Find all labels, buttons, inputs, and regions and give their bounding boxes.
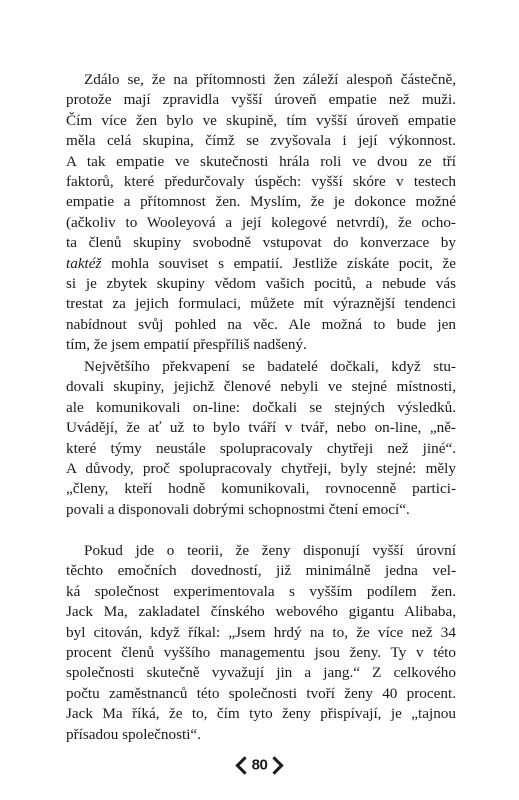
chevron-right-icon [266, 756, 284, 774]
line-remainder: mohla souviset s empatií. Jestliže získáte pocit, že [101, 254, 456, 272]
paragraph-line: Zdálo se, že na přítomnosti žen záleží alespoň částečně, [84, 71, 456, 88]
paragraph-line-with-italic [66, 254, 456, 274]
paragraph-line: empatie a přítomnost žen. Myslím, že je dokonce možné [66, 193, 456, 211]
paragraph-line: nabídnout svůj pohled na věc. Ale možná to bude jen [66, 315, 456, 333]
paragraph-line: povali a disponovali dobrými schopnostmi čtení emocí“. [66, 500, 410, 518]
paragraph-line: procent členů vyššího managementu jsou ženy. Ty v této [66, 644, 456, 662]
paragraph-line: ale komunikovali on-line: dočkali se stejných výsledků. [66, 398, 456, 416]
paragraph-line: A důvody, proč spolupracovaly chytřeji, byly stejné: měly [66, 460, 456, 478]
paragraph-line: měla celá skupina, čímž se zvyšovala i její výkonnost. [66, 132, 456, 150]
paragraph-line: Největšího překvapení se badatelé dočkali, když stu- [84, 358, 456, 375]
paragraph-3 [66, 541, 456, 745]
paragraph-line: těchto emočních dovedností, již minimálně jedna vel- [66, 562, 456, 580]
paragraph-2 [66, 357, 456, 520]
paragraph-line: (ačkoliv to Wooleyová a její kolegové netvrdí), že ocho- [66, 213, 456, 231]
paragraph-line: ta členů skupiny svobodně vstupovat do konverzace by [66, 234, 456, 252]
paragraph-line: Čím více žen bylo ve skupině, tím vyšší úroveň empatie [66, 111, 456, 129]
paragraph-line: dovali skupiny, jejichž členové nebyli ve stejné místnosti, [66, 378, 456, 396]
paragraph-line: které týmy neustále spolupracovaly chytřeji než jiné“. [66, 439, 456, 457]
paragraph-line: „členy, kteří hodně komunikovali, rovnocenně partici- [66, 480, 456, 498]
page-number: 80 [251, 756, 268, 774]
paragraph-line: Pokud jde o teorii, že ženy disponují vyšší úrovní [84, 542, 456, 559]
paragraph-line: byl citován, když říkal: „Jsem hrdý na to, že více než 34 [66, 623, 456, 641]
paragraph-line: trestat za jejich formulaci, můžete mít výraznější tendenci [66, 295, 456, 313]
paragraph-line: ká společnost experimentovala s vyšším podílem žen. [66, 582, 456, 600]
page-footer [0, 756, 519, 774]
paragraph-line: počtu zaměstnanců této společnosti tvoří ženy 40 procent. [66, 684, 456, 702]
paragraph-line: Jack Ma říká, že to, čím tyto ženy přispívají, je „tajnou [66, 705, 456, 723]
paragraph-line: společnosti skutečně vyvažují jin a jang.“ Z celkového [66, 664, 456, 682]
chevron-left-icon [235, 756, 253, 774]
paragraph-line: tím, že jsem empatií přespříliš nadšený. [66, 336, 307, 354]
italic-word: taktéž [66, 254, 102, 272]
paragraph-line: protože mají zpravidla vyšší úroveň empatie než muži. [66, 91, 456, 109]
paragraph-line: A tak empatie ve skutečnosti hrála roli ve dvou ze tří [66, 152, 456, 170]
paragraph-line: Uvádějí, že ať už to bylo tváří v tvář, nebo on-line, „ně- [66, 419, 456, 437]
paragraph-1 [66, 70, 456, 356]
paragraph-line: přísadou společnosti“. [66, 725, 201, 743]
paragraph-line: faktorů, které předurčovaly úspěch: vyšší skóre v testech [66, 173, 456, 191]
paragraph-line: Jack Ma, zakladatel čínského webového gigantu Alibaba, [66, 603, 456, 621]
paragraph-line: si je zbytek skupiny vědom vašich pocitů, a nebude vás [66, 275, 456, 293]
